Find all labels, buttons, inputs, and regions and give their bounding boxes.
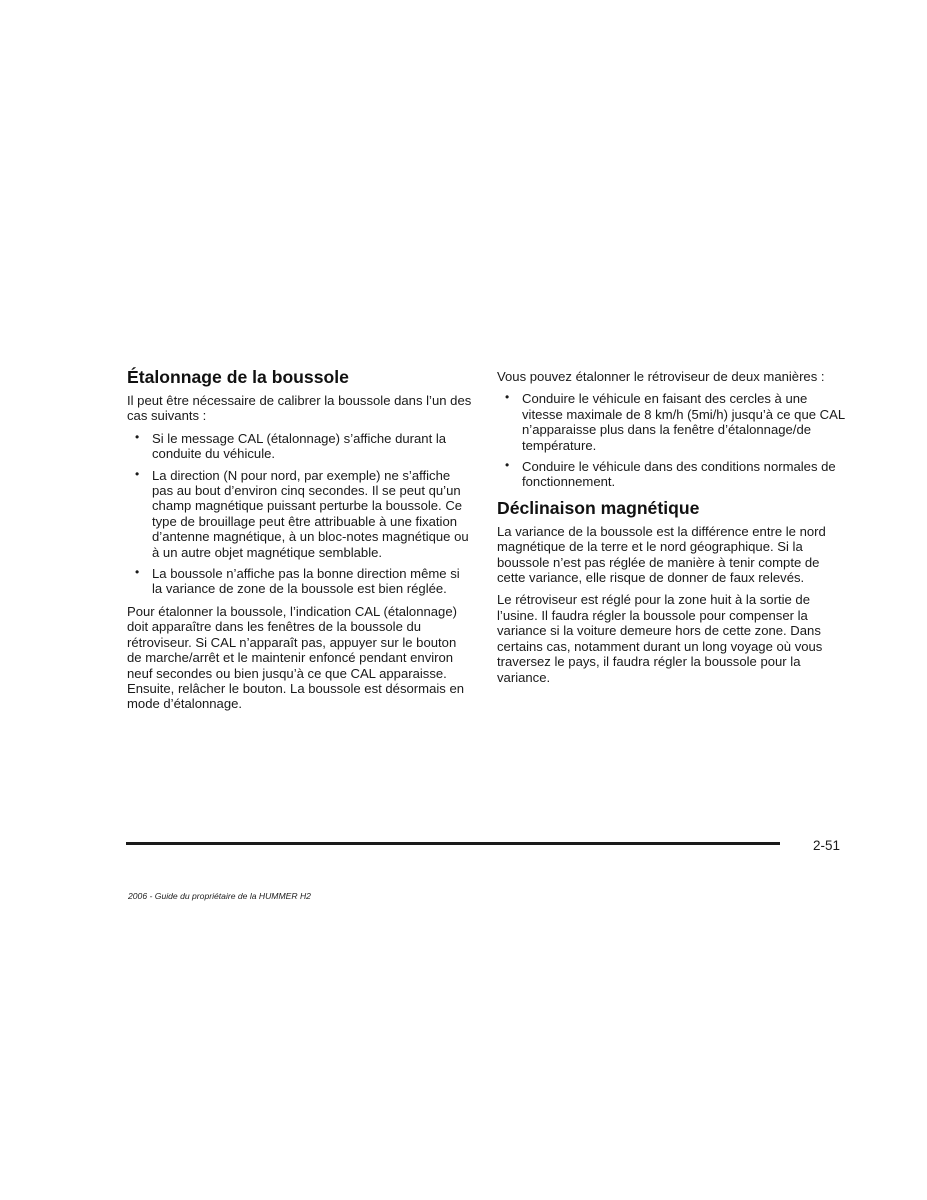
right-variance-paragraph: La variance de la boussole est la différence entre le nord magnétique de la terre et le nord géographique. Si la boussole n’est pas réglée de manière à tenir compte de cette variance, elle risque de donner de faux relevés.	[497, 523, 826, 586]
right-bullet-list	[497, 391, 847, 489]
left-column	[127, 366, 472, 719]
list-item-text: Conduire le véhicule en faisant des cercles à une vitesse maximale de 8 km/h (5mi/h) jusqu’à ce que CAL n’apparaisse plus dans la fenêtre d’étalonnage/de température.	[522, 391, 845, 453]
section-title-declinaison: Déclinaison magnétique	[497, 497, 700, 518]
list-item	[127, 566, 472, 597]
section-title-etalonnage: Étalonnage de la boussole	[127, 367, 349, 387]
left-procedure-paragraph: Pour étalonner la boussole, l’indication CAL (étalonnage) doit apparaître dans les fenêtres de la boussole du rétroviseur. Si CAL n’apparaît pas, appuyer sur le bouton de marche/arrêt et le maintenir enfoncé pendant environ neuf secondes ou bien jusqu’à ce que CAL apparaisse. Ensuite, relâcher le bouton. La boussole est désormais en mode d’étalonnage.	[127, 603, 465, 712]
footer-rule	[126, 842, 780, 845]
left-intro-paragraph: Il peut être nécessaire de calibrer la boussole dans l’un des cas suivants :	[127, 393, 472, 424]
list-item	[497, 459, 847, 490]
footer-text: 2006 - Guide du propriétaire de la HUMMER H2	[128, 891, 311, 901]
list-item-text: Conduire le véhicule dans des conditions normales de fonctionnement.	[522, 459, 836, 490]
right-zone-paragraph: Le rétroviseur est réglé pour la zone huit à la sortie de l’usine. Il faudra régler la boussole pour compenser la variance si la voiture demeure hors de cette zone. Dans certains cas, notamment durant un long voyage où vous traversez le pays, il faudra régler la boussole pour la variance.	[497, 592, 823, 685]
list-item	[127, 468, 472, 560]
bullet-icon: •	[135, 565, 140, 580]
left-bullet-list	[127, 431, 472, 597]
list-item-text: Si le message CAL (étalonnage) s’affiche durant la conduite du véhicule.	[152, 430, 447, 462]
bullet-icon: •	[135, 429, 140, 444]
bullet-icon: •	[505, 458, 510, 473]
list-item	[497, 391, 847, 453]
right-intro-paragraph: Vous pouvez étalonner le rétroviseur de deux manières :	[497, 369, 825, 384]
list-item-text: La boussole n’affiche pas la bonne direction même si la variance de zone de la boussole est bien réglée.	[152, 566, 460, 597]
list-item-text: La direction (N pour nord, par exemple) ne s’affiche pas au bout d’environ cinq secondes. Il se peut qu’un champ magnétique puissant perturbe la boussole. Ce type de brouillage peut être attribuable à une fixation d’antenne magnétique, à un bloc-notes magnétique ou à un autre objet magnétique semblable.	[152, 467, 469, 560]
bullet-icon: •	[505, 390, 510, 405]
list-item	[127, 431, 472, 462]
right-column	[497, 369, 847, 692]
bullet-icon: •	[135, 466, 140, 481]
page-number: 2-51	[813, 838, 841, 853]
